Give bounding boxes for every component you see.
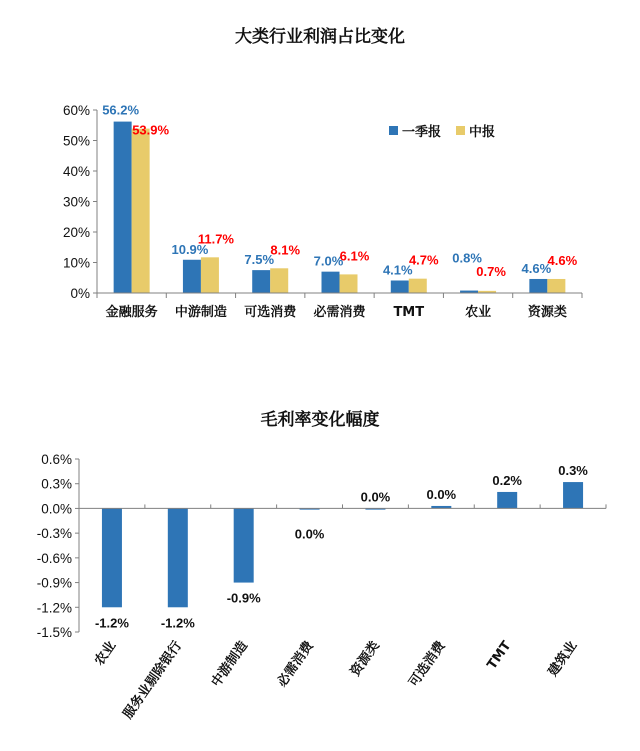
- chart2-data-label: 0.0%: [360, 489, 391, 505]
- chart2-data-label: 0.3%: [558, 463, 588, 479]
- chart1-legend: [389, 124, 495, 140]
- legend-swatch-q1: [389, 126, 398, 135]
- chart1-y-tick-label: 20%: [62, 225, 90, 240]
- chart1-data-label-mid: 11.7%: [197, 231, 235, 247]
- chart2-y-tick-label: -0.3%: [36, 526, 72, 542]
- chart2-y-tick-label: -0.9%: [36, 575, 72, 591]
- chart1-bar-q1: [252, 270, 270, 293]
- chart2-data-label: -1.2%: [94, 615, 129, 631]
- chart1-data-label-q1: 0.8%: [452, 250, 482, 266]
- chart1-x-tick-label: 中游制造: [174, 305, 227, 320]
- chart1-data-label-mid: 8.1%: [270, 242, 301, 258]
- chart2-x-tick-label: 中游制造: [208, 638, 251, 690]
- chart1-y-tick-label: 60%: [62, 103, 90, 118]
- chart2-y-tick-label: 0.3%: [41, 476, 72, 492]
- chart1-data-label-q1: 10.9%: [171, 241, 209, 257]
- chart1-data-label-mid: 0.7%: [476, 263, 506, 279]
- chart1-data-label-mid: 6.1%: [339, 248, 370, 264]
- chart2-bar: [168, 508, 188, 607]
- chart1-x-tick-label: 金融服务: [105, 305, 158, 320]
- profit-share-chart: [63, 26, 582, 320]
- chart2-y-tick-label: 0.6%: [41, 452, 72, 467]
- chart2-bar: [102, 508, 122, 607]
- chart1-y-tick-label: 50%: [62, 133, 90, 149]
- chart1-bar-q1: [183, 260, 201, 293]
- chart1-bar-q1: [529, 279, 547, 293]
- chart1-data-label-q1: 56.2%: [102, 102, 140, 118]
- chart1-bar-mid: [340, 274, 358, 293]
- chart2-y-tick-label: 0.0%: [41, 501, 72, 517]
- chart2-y-tick-label: -1.5%: [36, 625, 72, 640]
- chart2-y-tick-label: -0.6%: [36, 550, 72, 566]
- chart2-data-label: -0.9%: [226, 590, 261, 606]
- chart1-x-tick-label: 资源类: [527, 305, 567, 320]
- chart1-data-label-q1: 4.6%: [521, 260, 552, 276]
- chart1-data-label-mid: 4.7%: [408, 252, 439, 268]
- chart2-x-tick-label: 可选消费: [406, 638, 449, 690]
- chart1-bar-mid: [270, 268, 288, 293]
- chart1-bar-mid: [547, 279, 565, 293]
- chart1-x-tick-label: TMT: [393, 305, 425, 320]
- chart2-x-tick-label: TMT: [484, 638, 515, 673]
- chart1-x-tick-label: 农业: [465, 305, 492, 320]
- chart1-bar-mid: [409, 279, 427, 293]
- chart1-data-label-q1: 4.1%: [382, 262, 413, 278]
- chart1-data-label-q1: 7.0%: [313, 253, 344, 269]
- legend-swatch-mid: [456, 126, 465, 135]
- chart1-bar-q1: [114, 122, 132, 293]
- chart2-x-tick-label: 服务业剔除银行: [120, 638, 186, 722]
- chart1-x-tick-label: 必需消费: [313, 305, 366, 320]
- chart1-data-label-mid: 4.6%: [547, 252, 578, 268]
- chart1-data-label-mid: 53.9%: [132, 122, 170, 138]
- chart1-y-tick-label: 10%: [62, 255, 90, 271]
- legend-label-q1: 一季报: [402, 125, 442, 140]
- chart1-bar-mid: [132, 129, 150, 293]
- chart1-bar-mid: [201, 257, 219, 293]
- legend-label-mid: 中报: [469, 125, 496, 140]
- chart2-bar: [497, 492, 517, 508]
- chart2-x-tick-label: 农业: [92, 638, 120, 669]
- chart2-bar: [234, 508, 254, 582]
- chart1-bar-q1: [391, 280, 409, 293]
- chart1-y-tick-label: 30%: [62, 194, 90, 210]
- chart2-x-tick-label: 建筑业: [545, 638, 581, 680]
- chart2-bar: [563, 482, 583, 508]
- chart2-data-label: 0.0%: [294, 526, 325, 542]
- chart2-data-label: 0.0%: [426, 486, 457, 502]
- chart1-x-tick-label: 可选消费: [244, 305, 297, 320]
- gross-margin-change-chart: [37, 409, 606, 722]
- chart1-title: 大类行业利润占比变化: [235, 27, 405, 47]
- chart1-y-tick-label: 40%: [62, 164, 90, 179]
- chart1-bar-q1: [322, 272, 340, 293]
- chart2-x-tick-label: 资源类: [348, 638, 383, 680]
- chart2-data-label: 0.2%: [492, 472, 523, 488]
- chart1-y-tick-label: 0%: [70, 286, 90, 301]
- chart2-title: 毛利率变化幅度: [260, 410, 380, 430]
- chart2-x-tick-label: 必需消费: [274, 638, 317, 690]
- chart1-data-label-q1: 7.5%: [244, 252, 275, 268]
- chart2-data-label: -1.2%: [160, 615, 195, 631]
- chart2-y-tick-label: -1.2%: [36, 600, 72, 616]
